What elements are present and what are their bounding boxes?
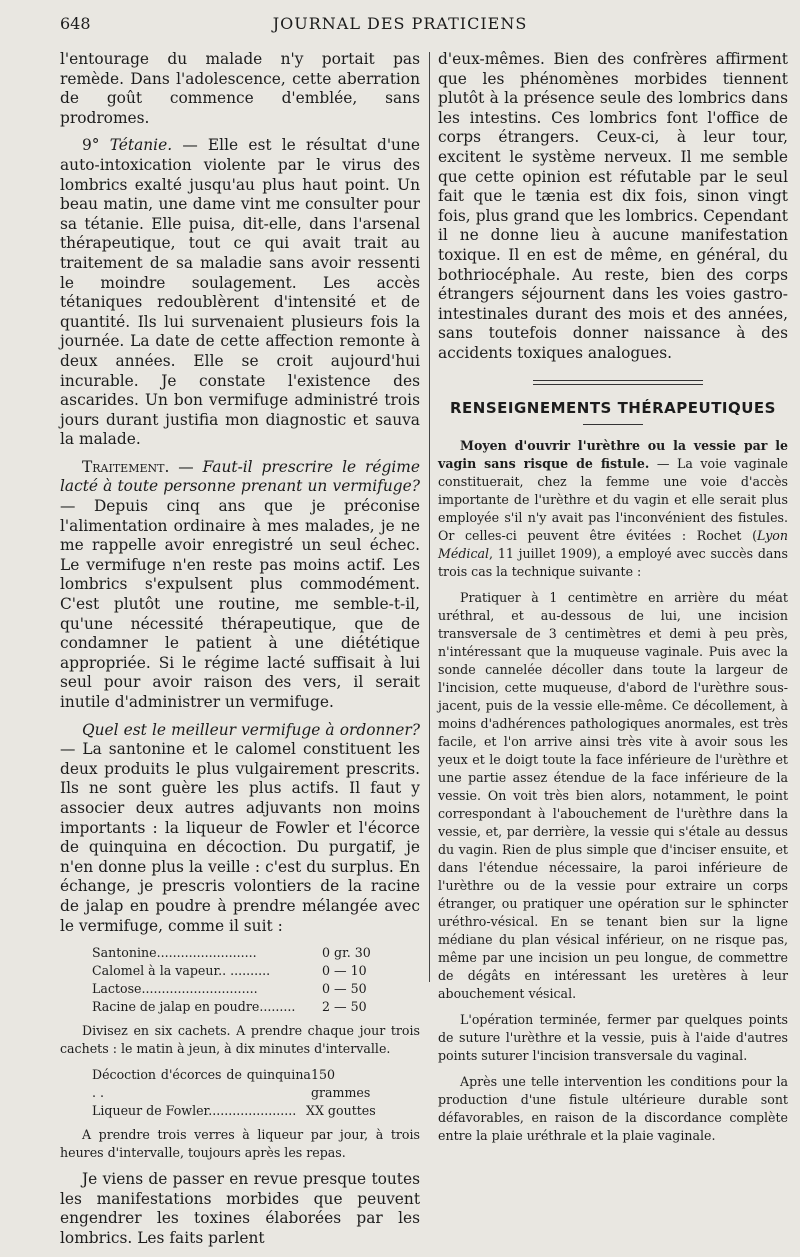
paragraph-technique: Pratiquer à 1 centimètre en arrière du méat uréthral, et au-dessous de lui, une incision transversale de 3 centimètres et demi à peu près, n'intéressant que la muqueuse vaginale. Puis avec la sonde cannelée décoller dans toute la largeur de l'incision, cette muqueuse, d'abord de l'urèthre sous-jacent, puis de la vessie elle-même. Ce décollement, à moins d'adhérences pathologiques anormales, est très facile, et l'on arrive ainsi très vite à avoir sous les yeux et le doigt toute la face inférieure de l'urèthre et une partie assez étendue de la face inférieure de la vessie. On voit très bien alors, notamment, le point correspondant à l'abouchement de l'urèthre dans la vessie, et, par derrière, la vessie qui s'étale au dessus du vagin. Rien de plus simple que d'inciser ensuite, et dans l'étendue nécessaire, la paroi inférieure de l'urèthre ou de la vessie pour extraire un corps étranger, ou pratiquer une opération sur le sphincter uréthro-vésical. En se tenant bien sur la ligne médiane du plan vésical inférieur, on ne risque pas, même par une incision un peu longue, de commettre de dégâts en intéressant les uretères à leur abouchement vésical.: [438, 590, 788, 1002]
rx-qty: 0 gr. 30: [322, 945, 371, 961]
column-divider: [429, 52, 430, 982]
heading-traitement: Traitement.: [82, 457, 170, 476]
rx-name: Liqueur de Fowler......................: [92, 1103, 297, 1119]
rx-row: [92, 962, 392, 980]
rx-name: Décoction d'écorces de quinquina . .: [92, 1067, 311, 1101]
rx-name: Calomel à la vapeur.. ..........: [92, 963, 271, 979]
vermifuge-body: — La santonine et le calomel constituent les deux produits le plus vulgairement prescrits. Ils ne sont guère les plus actifs. Il faut y associer deux autres adjuvants non moins importants : la liqueur de Fowler et l'écorce de quinquina en décoction. Du purgatif, je n'en donne plus la veille : c'est du surplus. En échange, je prescris volontiers de la racine de jalap en poudre à prendre mélangée avec le vermifuge, comme il suit :: [60, 740, 420, 935]
article-tail: , 11 juillet 1909), a employé avec succès dans trois cas la technique suivante :: [438, 546, 788, 580]
running-title: JOURNAL DES PRATICIENS: [272, 14, 528, 33]
section-title: RENSEIGNEMENTS THÉRAPEUTIQUES: [450, 398, 776, 417]
rx-name: Racine de jalap en poudre.........: [92, 999, 296, 1015]
paragraph-moyen: [438, 437, 788, 581]
rx-row: [92, 998, 392, 1016]
double-rule: [533, 380, 703, 385]
paragraph-conclusion: Je viens de passer en revue presque toutes les manifestations morbides que peuvent engendrer les toxines élaborées par les lombrics. Les faits parlent: [60, 1170, 420, 1247]
paragraph-traitement: Traitement. — Faut-il prescrire le régime lacté à toute personne prenant un vermifuge? — Depuis cinq ans que je préconise l'alimentation ordinaire à mes malades, je ne me rappelle avoir enregistré un seul échec. Le vermifuge n'en reste pas moins actif. Les lombrics s'expulsent plus commodément. C'est plutôt une routine, me semble-t-il, qu'une nécessité thérapeutique, que de condamner le patient à une diététique appropriée. Si le régime lacté suffisait à lui seul pour avoir raison des vers, il serait inutile d'administrer un vermifuge.: [60, 457, 420, 711]
paragraph-vermifuge: [60, 721, 420, 937]
question-vermifuge: Quel est le meilleur vermifuge à ordonner?: [82, 720, 420, 739]
right-column: [438, 50, 788, 1153]
paragraph-aberration: l'entourage du malade n'y portait pas remède. Dans l'adolescence, cette aberration de goût commence d'emblée, sans prodromes.: [60, 50, 420, 127]
question-regime: Faut-il prescrire le régime lacté à toute personne prenant un vermifuge?: [60, 457, 420, 496]
prescription-2-note: A prendre trois verres à liqueur par jour, à trois heures d'intervalle, toujours après les repas.: [60, 1127, 420, 1161]
page-header: [0, 14, 800, 38]
prescription-1: [92, 944, 392, 1016]
article-body: — La voie vaginale constituerait, chez la femme une voie d'accès importante de l'urèthre et du vagin et elle serait plus employée s'il n'y avait pas l'inconvénient des fistules. Or celles-ci peuvent être évitées : Rochet (: [438, 456, 788, 544]
rx-qty: 150 grammes: [310, 1067, 371, 1101]
left-column: [60, 50, 420, 1257]
rx-name: Lactose.............................: [92, 981, 258, 997]
citation-journal: Lyon Médical: [438, 528, 788, 562]
rx-name: Santonine.........................: [92, 945, 257, 961]
prescription-2: [92, 1066, 392, 1120]
rx-row: [92, 1102, 392, 1120]
tetanie-body: — Elle est le résultat d'une auto-intoxication violente par le virus des lombrics exalté jusqu'au plus haut point. Un beau matin, une dame vint me consulter pour sa tétanie. Elle puisa, dit-elle, dans l'arsenal thérapeutique, tout ce qui avait trait au traitement de sa maladie sans avoir ressenti le moindre soulagement. Les accès tétaniques redoublèrent d'intensité et de quantité. Ils lui survenaient plusieurs fois la journée. La date de cette affection remonte à deux années. Elle se croit aujourd'hui incurable. Je constate l'existence des ascarides. Un bon vermifuge administré trois jours durant justifia mon diagnostic et sauva la malade.: [60, 136, 420, 449]
page-number: 648: [60, 14, 91, 33]
article-heading: Moyen d'ouvrir l'urèthre ou la vessie par le vagin sans risque de fistule.: [438, 438, 788, 472]
rx-row: [92, 980, 392, 998]
rx-qty: 0 — 10: [322, 963, 367, 979]
rx-qty: 2 — 50: [322, 999, 367, 1015]
prescription-1-note: Divisez en six cachets. A prendre chaque jour trois cachets : le matin à jeun, à dix minutes d'intervalle.: [60, 1023, 420, 1057]
rx-row: [92, 1066, 392, 1102]
item-heading-tetanie: Tétanie.: [109, 136, 173, 155]
item-number: 9°: [82, 136, 110, 155]
rx-row: [92, 944, 392, 962]
rx-qty: XX gouttes: [306, 1103, 376, 1119]
short-rule: [583, 424, 643, 425]
traitement-body: — Depuis cinq ans que je préconise l'alimentation ordinaire à mes malades, je ne me rappelle avoir enregistré un seul échec. Le vermifuge n'en reste pas moins actif. Les lombrics s'expulsent plus commodément. C'est plutôt une routine, me semble-t-il, qu'une nécessité thérapeutique, que de condamner le patient à une diététique appropriée. Si le régime lacté suffisait à lui seul pour avoir raison des vers, il serait inutile d'administrer un vermifuge.: [60, 497, 420, 711]
paragraph-operation: L'opération terminée, fermer par quelques points de suture l'urèthre et la vessie, puis à l'aide d'autres points suturer l'incision transversale du vaginal.: [438, 1012, 788, 1064]
paragraph-continuation: d'eux-mêmes. Bien des confrères affirment que les phénomènes morbides tiennent plutôt à la présence seule des lombrics dans les intestins. Ces lombrics font l'office de corps étrangers. Ceux-ci, à leur tour, excitent le système nerveux. Il me semble que cette opinion est réfutable par le seul fait que le tænia est dix fois, sinon vingt fois, plus grand que les lombrics. Cependant il ne donne lieu à aucune manifestation toxique. Il en est de même, en général, du bothriocéphale. Au reste, bien des corps étrangers séjournent dans les voies gastro-intestinales durant des mois et des années, sans toutefois donner naissance à des accidents toxiques analogues.: [438, 50, 788, 362]
paragraph-conditions: Après une telle intervention les conditions pour la production d'une fistule ultérieure durable sont défavorables, en raison de la discordance complète entre la plaie uréthrale et la plaie vaginale.: [438, 1074, 788, 1144]
rx-qty: 0 — 50: [322, 981, 367, 997]
paragraph-tetanie: [60, 136, 420, 450]
